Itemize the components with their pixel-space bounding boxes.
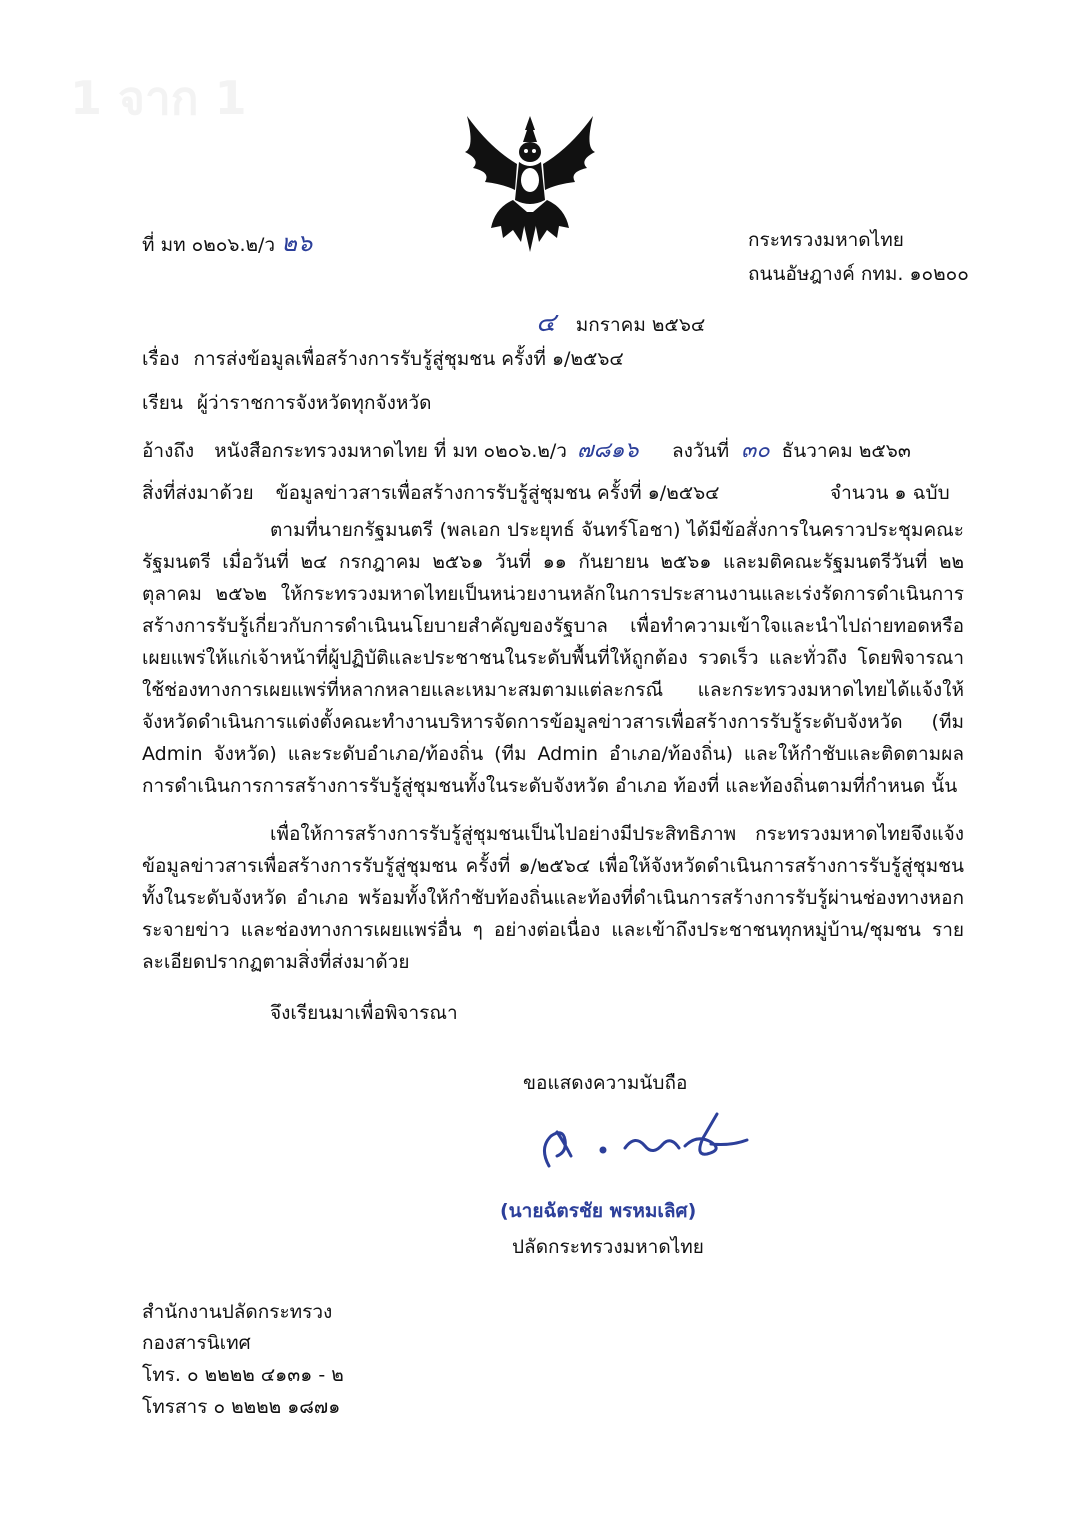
garuda-emblem-icon	[455, 108, 605, 258]
handwritten-signature	[535, 1108, 755, 1178]
footer-division: กองสารนิเทศ	[142, 1332, 251, 1354]
reference-to-handwritten: ๗๘๑๖	[577, 438, 639, 463]
recipient-label: เรียน	[142, 392, 183, 414]
closing-request: จึงเรียนมาเพื่อพิจารณา	[270, 1002, 458, 1024]
reference-to-line	[142, 432, 638, 467]
body-paragraph-1: ตามที่นายกรัฐมนตรี (พลเอก ประยุทธ์ จันทร์โอชา) ได้มีข้อสั่งการในคราวประชุมคณะรัฐมนตรี เมื่อวันที่ ๒๔ กรกฎาคม ๒๕๖๑ วันที่ ๑๑ กันยายน ๒๕๖๑ และมติคณะรัฐมนตรีวันที่ ๒๒ ตุลาคม ๒๕๖๒ ให้กระทรวงมหาดไทยเป็นหน่วยงานหลักในการประสานงานและเร่งรัดการดำเนินการสร้างการรับรู้เกี่ยวกับการดำเนินนโยบายสำคัญของรัฐบาล เพื่อทำความเข้าใจและนำไปถ่ายทอดหรือเผยแพร่ให้แก่เจ้าหน้าที่ผู้ปฏิบัติและประชาชนในระดับพื้นที่ให้ถูกต้อง รวดเร็ว และทั่วถึง โดยพิจารณาใช้ช่องทางการเผยแพร่ที่หลากหลายและเหมาะสมตามแต่ละกรณี และกระทรวงมหาดไทยได้แจ้งให้จังหวัดดำเนินการแต่งตั้งคณะทำงานบริหารจัดการข้อมูลข่าวสารเพื่อสร้างการรับรู้ระดับจังหวัด (ทีม Admin จังหวัด) และระดับอำเภอ/ท้องถิ่น (ทีม Admin อำเภอ/ท้องถิ่น) และให้กำชับและติดตามผลการดำเนินการการสร้างการรับรู้สู่ชุมชนทั้งในระดับจังหวัด อำเภอ ท้องที่ และท้องถิ่นตามที่กำหนด นั้น	[142, 519, 964, 797]
recipient-line	[142, 388, 431, 418]
letter-date	[536, 302, 705, 343]
footer-office: สำนักงานปลัดกระทรวง	[142, 1301, 333, 1323]
enclosure-text: ข้อมูลข่าวสารเพื่อสร้างการรับรู้สู่ชุมชน ครั้งที่ ๑/๒๕๖๔	[275, 482, 720, 504]
date-month-year: มกราคม ๒๕๖๔	[575, 314, 706, 336]
footer-phone: โทร. ๐ ๒๒๒๒ ๔๑๓๑ - ๒	[142, 1364, 344, 1386]
date-day-handwritten: ๔	[536, 308, 556, 338]
body-paragraph-2: เพื่อให้การสร้างการรับรู้สู่ชุมชนเป็นไปอย่างมีประสิทธิภาพ กระทรวงมหาดไทยจึงแจ้งข้อมูลข่าวสารเพื่อสร้างการรับรู้สู่ชุมชน ครั้งที่ ๑/๒๕๖๔ เพื่อให้จังหวัดดำเนินการสร้างการรับรู้สู่ชุมชนทั้งในระดับจังหวัด อำเภอ พร้อมทั้งให้กำชับท้องถิ่นและท้องที่ดำเนินการสร้างการรับรู้ผ่านช่องทางหอกระจายข่าว และช่องทางการเผยแพร่อื่น ๆ อย่างต่อเนื่อง และเข้าถึงประชาชนทุกหมู่บ้าน/ชุมชน รายละเอียดปรากฏตามสิ่งที่ส่งมาด้วย	[142, 823, 964, 973]
org-name: กระทรวงมหาดไทย	[748, 229, 904, 251]
reference-date-rest: ธันวาคม ๒๕๖๓	[781, 440, 911, 462]
reference-handwritten-number: ๒๖	[281, 229, 313, 257]
page-watermark: 1 จาก 1	[70, 71, 247, 125]
reference-number: มท ๐๒๐๖.๒/ว	[160, 234, 276, 256]
subject-text: การส่งข้อมูลเพื่อสร้างการรับรู้สู่ชุมชน ครั้งที่ ๑/๒๕๖๔	[193, 348, 624, 370]
enclosure-count: จำนวน ๑ ฉบับ	[830, 482, 950, 504]
reference-label: ที่	[142, 234, 155, 256]
enclosure-line	[142, 478, 720, 508]
recipient-text: ผู้ว่าราชการจังหวัดทุกจังหวัด	[196, 392, 432, 414]
reference-to-label: อ้างถึง	[142, 440, 195, 462]
signer-position: ปลัดกระทรวงมหาดไทย	[512, 1236, 704, 1258]
closing-salutation: ขอแสดงความนับถือ	[523, 1072, 688, 1094]
subject-label: เรื่อง	[142, 348, 180, 370]
signer-name: (นายฉัตรชัย พรหมเลิศ)	[500, 1200, 697, 1222]
enclosure-label: สิ่งที่ส่งมาด้วย	[142, 482, 254, 504]
reference-date-label: ลงวันที่	[672, 440, 730, 462]
org-address: ถนนอัษฎางค์ กทม. ๑๐๒๐๐	[748, 263, 969, 285]
subject-line	[142, 344, 624, 374]
footer-fax: โทรสาร ๐ ๒๒๒๒ ๑๘๗๑	[142, 1396, 341, 1418]
reference-date	[672, 432, 911, 467]
reference-date-handwritten: ๓๐	[741, 438, 770, 463]
reference-line	[142, 223, 312, 262]
reference-to-text: หนังสือกระทรวงมหาดไทย ที่ มท ๐๒๐๖.๒/ว	[214, 440, 567, 462]
